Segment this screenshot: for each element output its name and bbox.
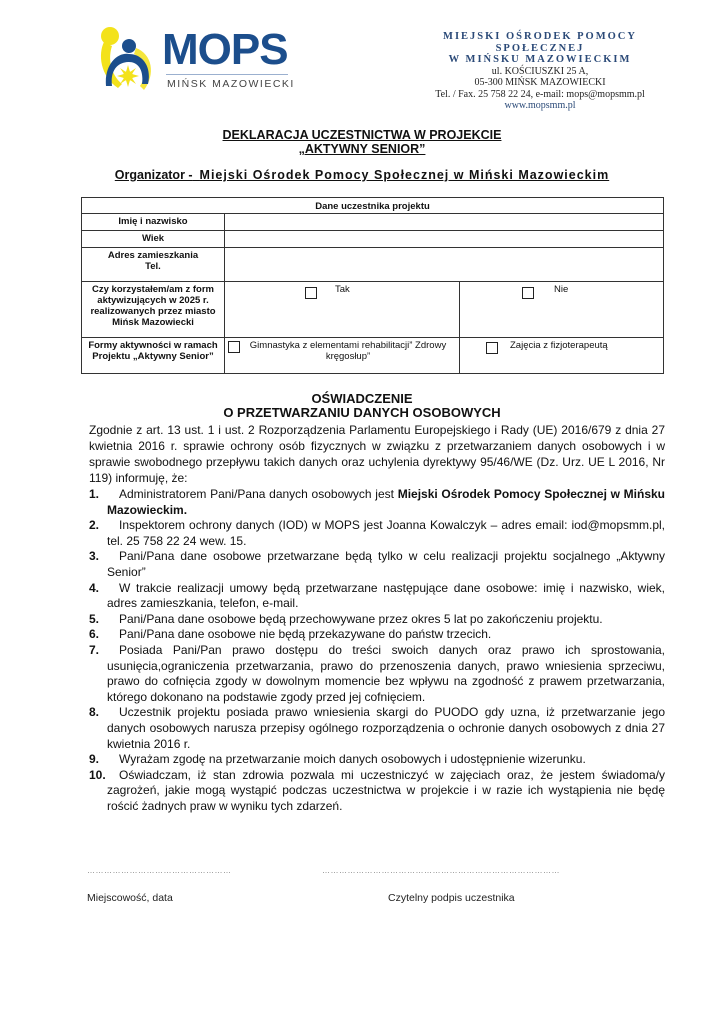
list-item xyxy=(89,752,665,768)
list-item xyxy=(89,705,665,752)
option-no[interactable] xyxy=(460,282,664,338)
item-text: W trakcie realizacji umowy będą przetwarzane następujące dane osobowe: imię i nazwisko, wiek, adres zamieszkania, telefon, e-mail. xyxy=(107,580,665,611)
list-item xyxy=(89,627,665,643)
item-text: Pani/Pana dane osobowe nie będą przekazywane do państw trzecich. xyxy=(119,627,492,642)
item-number: 1. xyxy=(89,487,100,501)
address-label xyxy=(82,248,225,282)
item-text: Oświadczam, iż stan zdrowia pozwala mi uczestniczyć w zajęciach oraz, że jestem świadoma/y zagrożeń, jakie mogą wystąpić podczas uczestnictwa w projekcie i w razie ich wystąpienia nie będę rościć żadnych praw w wyniku tych zdarzeń. xyxy=(107,767,665,813)
item-text: Posiada Pani/Pan prawo dostępu do treści swoich danych oraz prawo ich sprostowania, usunięcia,ograniczenia przetwarzania, prawo do przenoszenia danych, prawo wniesienia sprzeciwu, prawo do cofnięcia zgody w dowolnym momencie bez wpływu na zgodność z prawem przetwarzania, którego dokonano na podstawie zgody przed jej cofnięciem. xyxy=(107,642,665,704)
item-text: Inspektorem ochrony danych (IOD) w MOPS jest Joanna Kowalczyk – adres email: iod@mopsmm.pl, tel. 25 758 22 24 wew. 15. xyxy=(107,518,665,548)
org-contact: Tel. / Fax. 25 758 22 24, e-mail: mops@mopsmm.pl xyxy=(435,88,645,100)
organizer-line xyxy=(0,168,724,182)
item-text: Pani/Pana dane osobowe będą przechowywane przez okres 5 lat po zakończeniu projektu. xyxy=(119,611,603,626)
gymnastics-label: Gimnastyka z elementami rehabilitacji” Zdrowy kręgosłup” xyxy=(249,340,447,362)
gymnastics-checkbox[interactable] xyxy=(228,341,240,353)
no-label: Nie xyxy=(554,284,569,295)
list-item xyxy=(89,643,665,705)
org-name-line1: MIEJSKI OŚRODEK POMOCY SPOŁECZNEJ xyxy=(443,31,637,54)
list-item xyxy=(89,518,665,549)
list-item xyxy=(89,549,665,580)
physiotherapy-label: Zajęcia z fizjoterapeutą xyxy=(510,340,608,351)
yes-label: Tak xyxy=(335,284,350,295)
item-number: 3. xyxy=(89,549,100,564)
table-row xyxy=(82,338,664,374)
item-text: Pani/Pana dane osobowe przetwarzane będą tylko w celu realizacji projektu socjalnego „Aktywny Senior” xyxy=(107,549,665,579)
item-text: Uczestnik projektu posiada prawo wniesienia skargi do PUODO gdy uzna, iż przetwarzanie jego danych osobowych narusza przepisy ogólnego rozporządzenia o ochronie danych osobowych z dnia 27 kwietnia 2016 r. xyxy=(107,705,665,751)
list-item xyxy=(89,487,665,518)
org-website-link[interactable]: www.mopsmm.pl xyxy=(504,100,576,111)
age-label: Wiek xyxy=(82,231,225,248)
list-item xyxy=(89,612,665,628)
item-number: 8. xyxy=(89,705,100,720)
table-header: Dane uczestnika projektu xyxy=(82,198,664,214)
no-checkbox[interactable] xyxy=(522,287,534,299)
logo-wordmark: MOPS xyxy=(162,25,288,74)
organizer-label: Organizator - xyxy=(114,168,193,182)
document-title xyxy=(0,128,724,156)
statement-title-line1: OŚWIADCZENIE xyxy=(311,391,413,406)
organization-address xyxy=(400,31,680,112)
name-field[interactable] xyxy=(225,214,664,231)
address-field[interactable] xyxy=(225,248,664,282)
org-street: ul. KOŚCIUSZKI 25 A, xyxy=(491,65,589,77)
option-yes[interactable] xyxy=(225,282,460,338)
logo-divider xyxy=(166,74,288,75)
org-city: 05-300 MIŃSK MAZOWIECKI xyxy=(474,77,606,88)
table-row xyxy=(82,248,664,282)
statement-title-line2: O PRZETWARZANIU DANYCH OSOBOWYCH xyxy=(223,405,501,420)
signature-label: Czytelny podpis uczestnika xyxy=(388,892,515,904)
organizer-name: Miejski Ośrodek Pomocy Społecznej w Miński Mazowieckim xyxy=(199,168,610,182)
name-label: Imię i nazwisko xyxy=(82,214,225,231)
list-item xyxy=(89,768,665,815)
age-field[interactable] xyxy=(225,231,664,248)
gdpr-clauses-list xyxy=(89,487,665,814)
family-sun-logo-icon xyxy=(96,24,158,94)
item-text: Wyrażam zgodę na przetwarzanie moich danych osobowych i udostępnienie wizerunku. xyxy=(119,752,586,767)
item-text: Administratorem Pani/Pana danych osobowych jest xyxy=(119,487,398,501)
item-number: 5. xyxy=(89,611,100,626)
item-number: 7. xyxy=(89,642,100,657)
item-number: 10. xyxy=(89,767,106,782)
previous-participation-label: Czy korzystałem/am z form aktywizujących w 2025 r. realizowanych przez miasto Mińsk Mazowiecki xyxy=(82,282,225,338)
address-label-line2: Tel. xyxy=(145,261,161,272)
physiotherapy-checkbox[interactable] xyxy=(486,342,498,354)
logo-subtitle: MIŃSK MAZOWIECKI xyxy=(167,78,295,90)
title-line1: DEKLARACJA UCZESTNICTWA W PROJEKCIE xyxy=(222,128,502,142)
table-row xyxy=(82,231,664,248)
place-date-label: Miejscowość, data xyxy=(87,892,173,904)
item-number: 4. xyxy=(89,580,100,595)
org-name-line2: W MIŃSKU MAZOWIECKIM xyxy=(448,54,632,65)
participant-data-table xyxy=(81,197,664,374)
item-number: 6. xyxy=(89,627,100,642)
item-number: 9. xyxy=(89,752,100,767)
option-gymnastics[interactable] xyxy=(225,338,460,374)
option-physiotherapy[interactable] xyxy=(460,338,664,374)
item-number: 2. xyxy=(89,518,100,533)
administrator-name: Miejski Ośrodek Pomocy Społecznej w Mińsku Mazowieckim. xyxy=(107,487,665,517)
table-row xyxy=(82,282,664,338)
title-line2: „AKTYWNY SENIOR” xyxy=(298,142,426,156)
statement-intro: Zgodnie z art. 13 ust. 1 i ust. 2 Rozporządzenia Parlamentu Europejskiego i Rady (UE) 2016/679 z dnia 27 kwietnia 2016 r. sprawie ochrony osób fizycznych w związku z przetwarzaniem danych osobowych i w sprawie swobodnego przepływu takich danych oraz uchylenia dyrektywy 95/46/WE (Dz. Urz. UE L 2016, Nr 119) informuję, że: xyxy=(89,423,665,485)
address-label-line1: Adres zamieszkania xyxy=(107,250,199,261)
table-row xyxy=(82,214,664,231)
mops-logo xyxy=(96,24,296,96)
list-item xyxy=(89,581,665,612)
place-date-line[interactable]: …………………………………………… xyxy=(87,866,232,875)
statement-title xyxy=(0,392,724,420)
yes-checkbox[interactable] xyxy=(305,287,317,299)
signature-line[interactable]: ………………………………………………………………………… xyxy=(322,866,560,875)
activity-forms-label: Formy aktywności w ramach Projektu „Aktywny Senior” xyxy=(82,338,225,374)
